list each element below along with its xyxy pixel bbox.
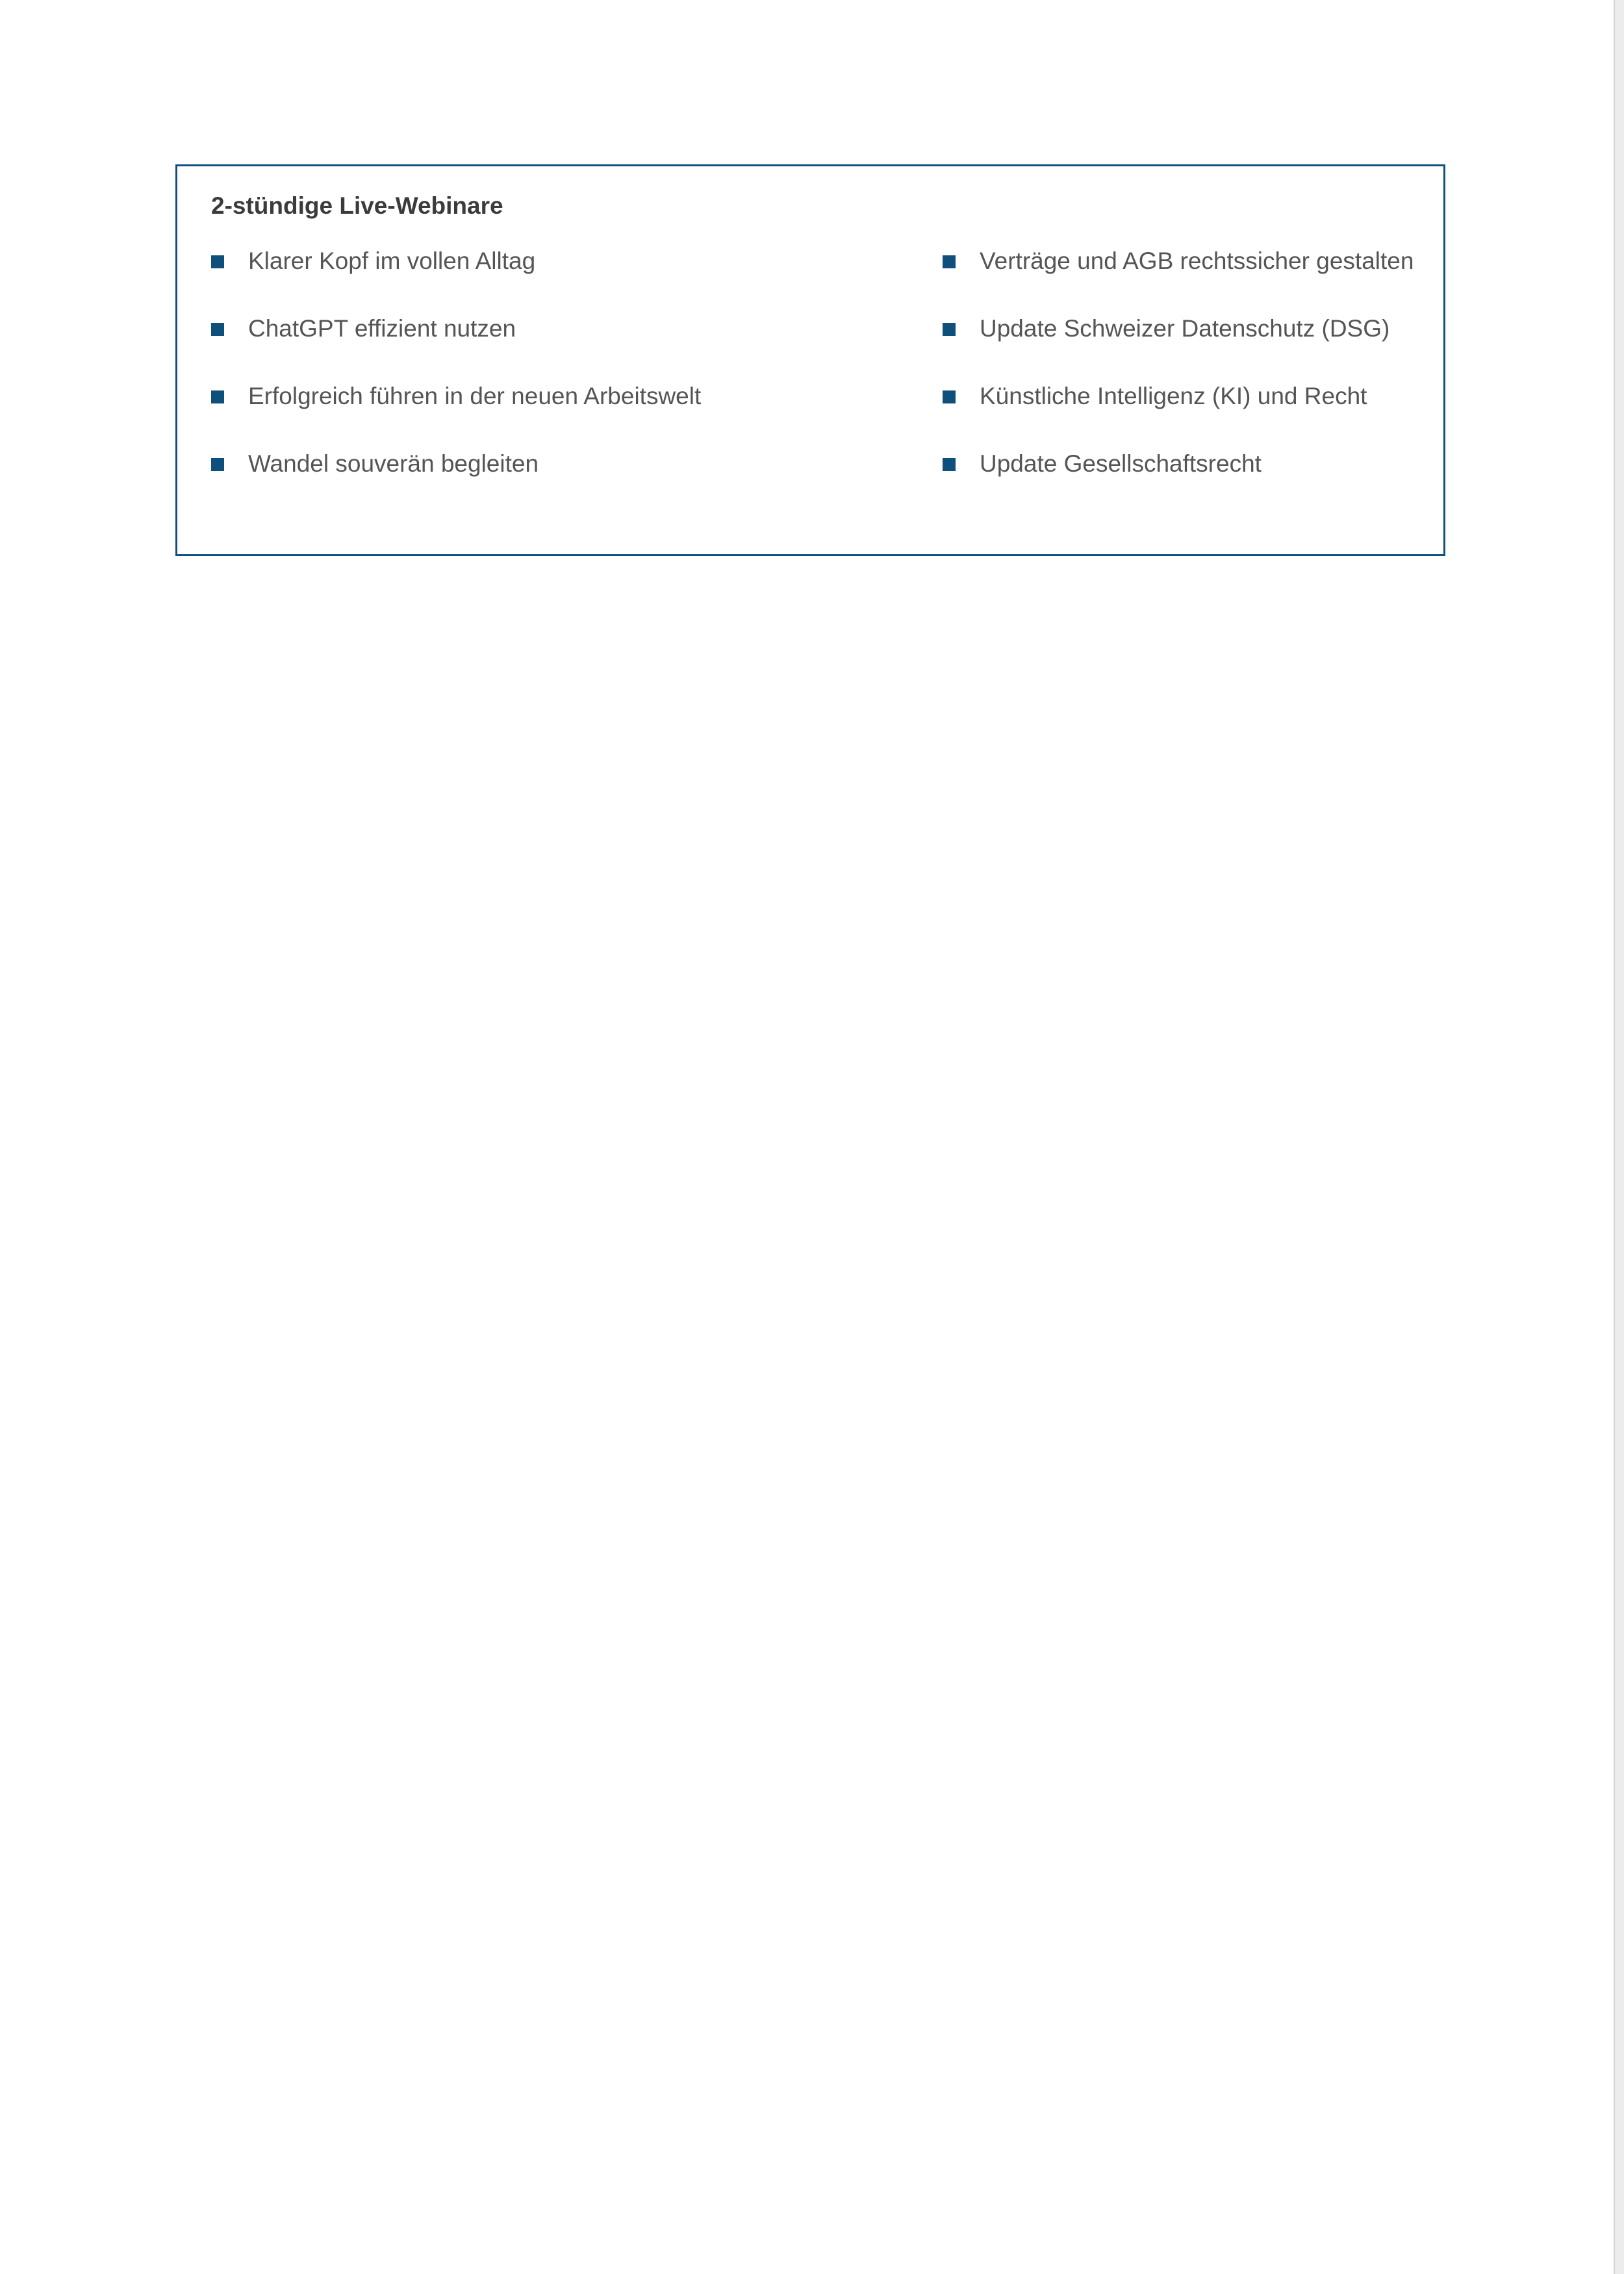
square-bullet-icon — [211, 390, 224, 403]
square-bullet-icon — [943, 458, 956, 471]
page-edge — [1614, 0, 1624, 2274]
square-bullet-icon — [211, 255, 224, 268]
square-bullet-icon — [211, 323, 224, 336]
list-item-label: ChatGPT effizient nutzen — [248, 315, 516, 342]
list-item-label: Wandel souverän begleiten — [248, 450, 539, 477]
list-item-label: Update Schweizer Datenschutz (DSG) — [980, 315, 1390, 342]
square-bullet-icon — [943, 255, 956, 268]
square-bullet-icon — [943, 390, 956, 403]
list-item-label: Verträge und AGB rechtssicher gestalten — [980, 248, 1414, 274]
box-title: 2-stündige Live-Webinare — [211, 192, 503, 219]
list-item-label: Künstliche Intelligenz (KI) und Recht — [980, 383, 1367, 409]
square-bullet-icon — [943, 323, 956, 336]
square-bullet-icon — [211, 458, 224, 471]
list-item-label: Update Gesellschaftsrecht — [980, 450, 1262, 477]
webinar-box — [175, 164, 1445, 556]
list-item-label: Erfolgreich führen in der neuen Arbeitswelt — [248, 383, 702, 409]
list-item-label: Klarer Kopf im vollen Alltag — [248, 248, 536, 274]
